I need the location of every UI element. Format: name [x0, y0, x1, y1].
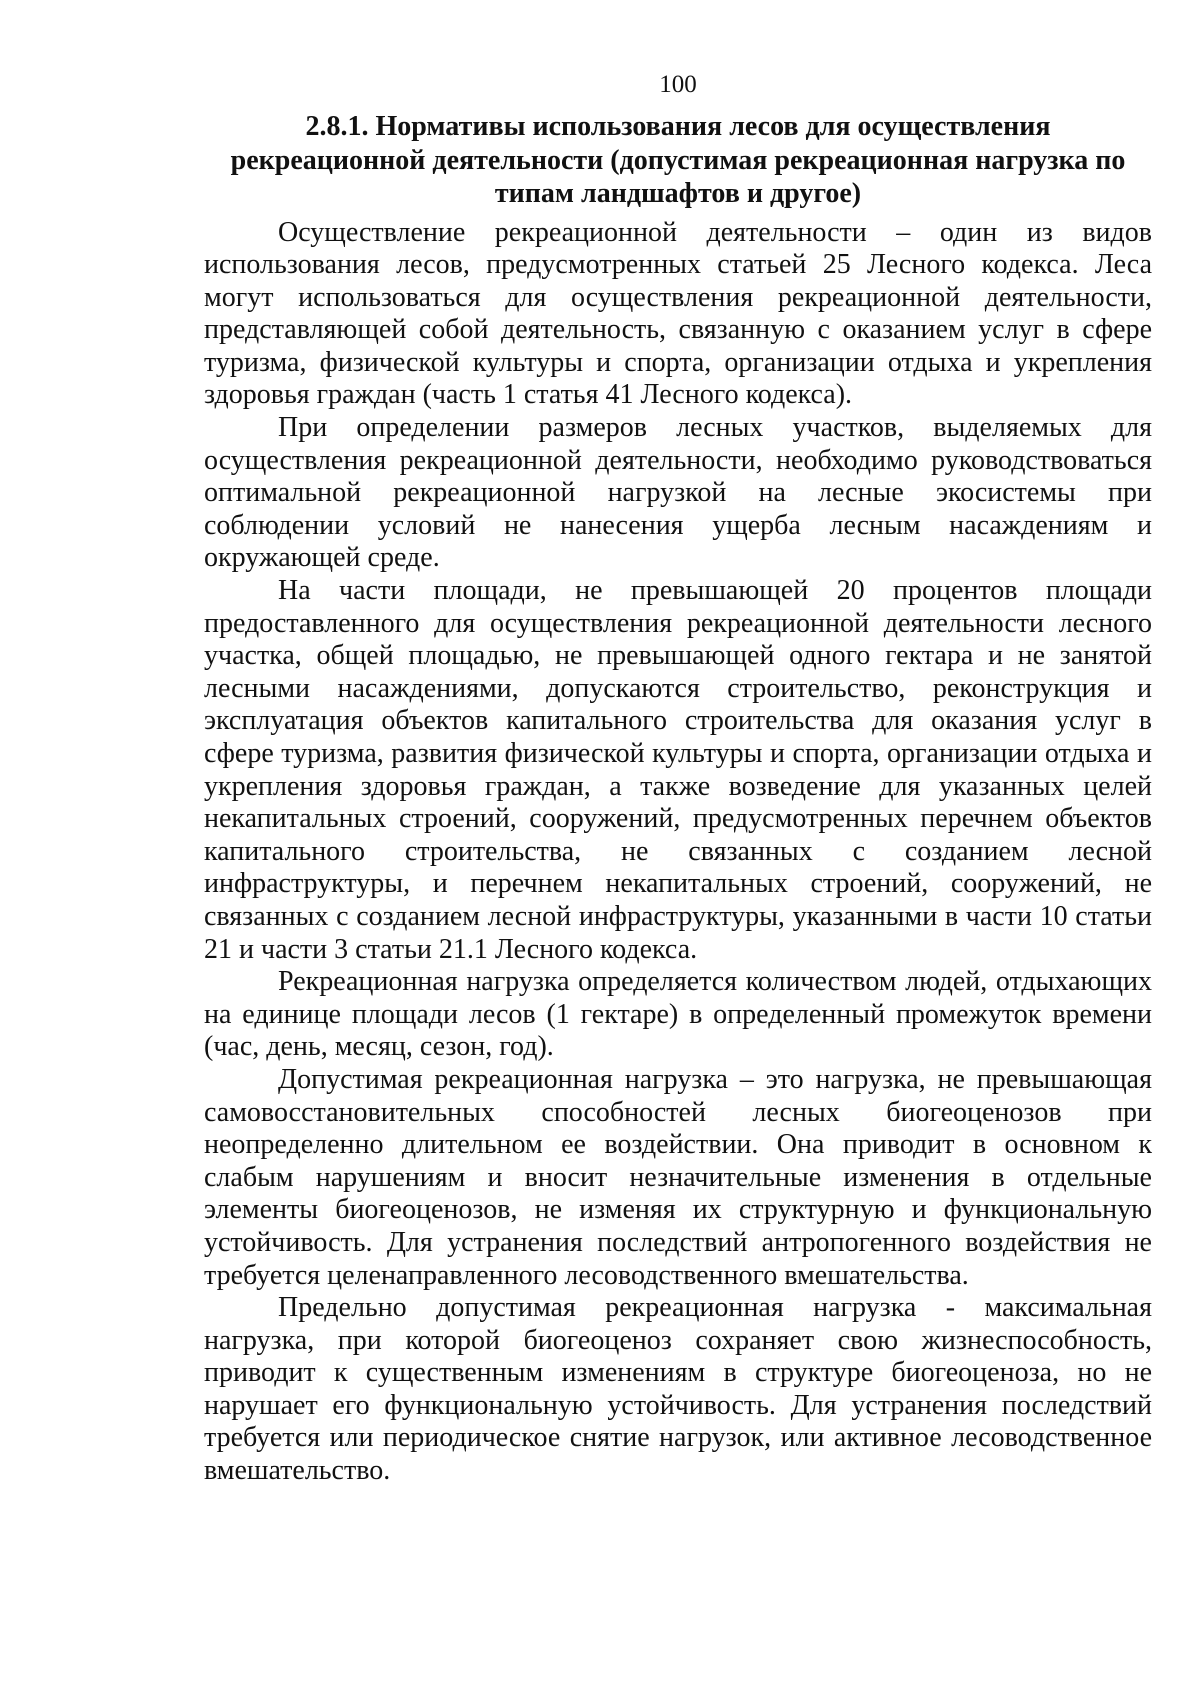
heading-line: типам ландшафтов и другое) — [494, 178, 862, 209]
paragraph: Допустимая рекреационная нагрузка – это нагрузка, не превышающая самовосстановительных способностей лесных биогеоценозов при неопределенно длительном ее воздействии. Она приводит в основном к слабым нарушениям и вносит незначительные изменения в отдельные элементы биогеоценозов, не изменяя их структурную и функциональную устойчивость. Для устранения последствий антропогенного воздействия не требуется целенаправленного лесоводственного вмешательства. — [204, 1063, 1152, 1291]
paragraph: Предельно допустимая рекреационная нагрузка - максимальная нагрузка, при которой биогеоценоз сохраняет свою жизнеспособность, приводит к существенным изменениям в структуре биогеоценоза, но не нарушает его функциональную устойчивость. Для устранения последствий требуется или периодическое снятие нагрузок, или активное лесоводственное вмешательство. — [204, 1292, 1152, 1487]
paragraph: Рекреационная нагрузка определяется количеством людей, отдыхающих на единице площади лесов (1 гектаре) в определенный промежуток времени (час, день, месяц, сезон, год). — [204, 966, 1152, 1063]
body-text — [204, 217, 1152, 1488]
heading-line: 2.8.1. Нормативы использования лесов для осуществления — [305, 111, 1051, 142]
page-number: 100 — [659, 71, 697, 98]
paragraph: Осуществление рекреационной деятельности – один из видов использования лесов, предусмотренных статьей 25 Лесного кодекса. Леса могут использоваться для осуществления рекреационной деятельности, представляющей собой деятельность, связанную с оказанием услуг в сфере туризма, физической культуры и спорта, организации отдыха и укрепления здоровья граждан (часть 1 статья 41 Лесного кодекса). — [204, 216, 1152, 411]
document-page — [204, 70, 1152, 1488]
heading-line: рекреационной деятельности (допустимая рекреационная нагрузка по — [230, 144, 1126, 176]
paragraph: При определении размеров лесных участков, выделяемых для осуществления рекреационной деятельности, необходимо руководствоваться оптимальной рекреационной нагрузкой на лесные экосистемы при соблюдении условий не нанесения ущерба лесным насаждениям и окружающей среде. — [204, 412, 1152, 574]
paragraph: На части площади, не превышающей 20 процентов площади предоставленного для осуществления рекреационной деятельности лесного участка, общей площадью, не превышающей одного гектара и не занятой лесными насаждениями, допускаются строительство, реконструкция и эксплуатация объектов капитального строительства для оказания услуг в сфере туризма, развития физической культуры и спорта, организации отдыха и укрепления здоровья граждан, а также возведение для указанных целей некапитальных строений, сооружений, предусмотренных перечнем объектов капитального строительства, не связанных с созданием лесной инфраструктуры, и перечнем некапитальных строений, сооружений, не связанных с созданием лесной инфраструктуры, указанными в части 10 статьи 21 и части 3 статьи 21.1 Лесного кодекса. — [204, 575, 1152, 965]
section-heading — [204, 110, 1152, 211]
